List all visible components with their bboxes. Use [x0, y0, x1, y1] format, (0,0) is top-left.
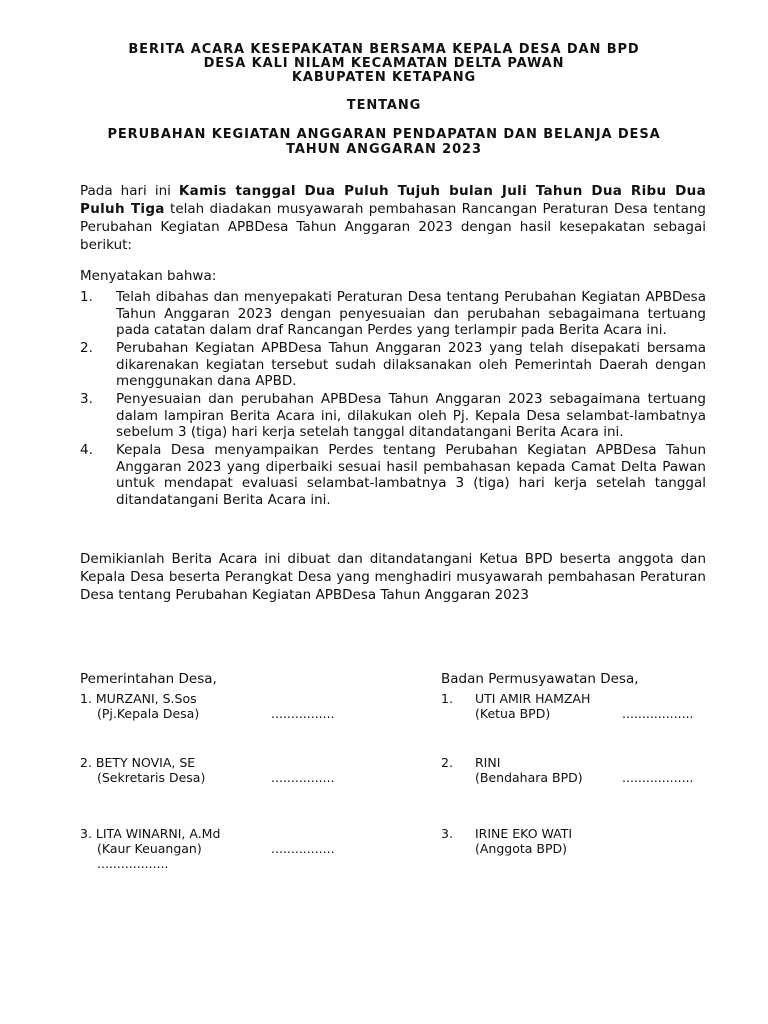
signatory-role: (Bendahara BPD) [475, 770, 583, 785]
signatory-right-1 [441, 691, 731, 723]
point-number: 1. [80, 289, 93, 305]
states-label: Menyatakan bahwa: [80, 268, 217, 284]
signatory-left-2 [80, 755, 380, 787]
signatory-name: 2. BETY NOVIA, SE [80, 755, 196, 770]
intro-suffix: telah diadakan musyawarah pembahasan Rancangan Peraturan Desa tentang Perubahan Kegiatan APBDesa Tahun Anggaran 2023 dengan hasil kesepakatan sebagai berikut: [80, 201, 706, 253]
signature-line: ................ [271, 770, 335, 785]
intro-prefix: Pada hari ini [80, 183, 179, 199]
signatory-role: (Anggota BPD) [475, 841, 568, 856]
signatory-number: 2. [441, 755, 453, 770]
signature-line: ................ [271, 706, 335, 721]
intro-paragraph [80, 182, 706, 254]
intro-date: Kamis tanggal Dua Puluh Tujuh bulan Juli Tahun Dua Ribu Dua Puluh Tiga [80, 183, 706, 217]
signatory-name: UTI AMIR HAMZAH [475, 691, 591, 706]
signatory-left-1 [80, 691, 380, 723]
point-number: 3. [80, 391, 93, 407]
signatory-role: (Ketua BPD) [475, 706, 551, 721]
signatory-name: IRINE EKO WATI [475, 826, 573, 841]
header-title-line2: DESA KALI NILAM KECAMATAN DELTA PAWAN [203, 56, 565, 71]
point-text: Telah dibahas dan menyepakati Peraturan Desa tentang Perubahan Kegiatan APBDesa Tahun Anggaran 2023 dengan penyesuaian dan perubahan sebagaimana tertuang pada catatan dalam draf Rancangan Perdes yang terlampir pada Berita Acara ini. [116, 289, 706, 338]
signatory-number: 3. [441, 826, 453, 841]
signature-heading-government: Pemerintahan Desa, [80, 671, 217, 687]
header-title-line3: KABUPATEN KETAPANG [291, 70, 477, 85]
point-text: Perubahan Kegiatan APBDesa Tahun Anggaran 2023 yang telah disepakati bersama dikarenakan kegiatan tersebut sudah dilaksanakan oleh Pemerintah Daerah dengan menggunakan dana APBD. [116, 340, 706, 389]
signatory-left-3 [80, 826, 380, 876]
list-item [80, 340, 706, 390]
signature-line: .................. [622, 706, 694, 721]
signature-line-extra: .................. [97, 856, 169, 871]
header-title-line1: BERITA ACARA KESEPAKATAN BERSAMA KEPALA DESA DAN BPD [128, 42, 640, 57]
signature-heading-bpd: Badan Permusyawatan Desa, [441, 671, 639, 687]
signature-line: ................ [271, 841, 335, 856]
point-number: 2. [80, 340, 93, 356]
list-item [80, 391, 706, 441]
signatory-name: 1. MURZANI, S.Sos [80, 691, 197, 706]
signatory-role: (Kaur Keuangan) [97, 841, 202, 856]
list-item [80, 289, 706, 339]
point-number: 4. [80, 442, 93, 458]
closing-paragraph: Demikianlah Berita Acara ini dibuat dan ditandatangani Ketua BPD beserta anggota dan Kepala Desa beserta Perangkat Desa yang menghadiri musyawarah pembahasan Peraturan Desa tentang Perubahan Kegiatan APBDesa Tahun Anggaran 2023 [80, 551, 706, 603]
signatory-name: 3. LITA WINARNI, A.Md [80, 826, 221, 841]
point-text: Kepala Desa menyampaikan Perdes tentang Perubahan Kegiatan APBDesa Tahun Anggaran 2023 yang diperbaiki sesuai hasil pembahasan kepada Camat Delta Pawan untuk mendapat evaluasi selambat-lambatnya 3 (tiga) hari kerja setelah tanggal ditandatangani Berita Acara ini. [116, 442, 706, 508]
signatory-right-3 [441, 826, 731, 858]
signature-line: .................. [622, 770, 694, 785]
signatory-right-2 [441, 755, 731, 787]
header-subject-line2: TAHUN ANGGARAN 2023 [286, 142, 482, 157]
header-about: TENTANG [346, 98, 422, 113]
header-subject-line1: PERUBAHAN KEGIATAN ANGGARAN PENDAPATAN DAN BELANJA DESA [107, 127, 661, 142]
points-list [80, 289, 706, 510]
signatory-number: 1. [441, 691, 453, 706]
list-item [80, 442, 706, 508]
signatory-name: RINI [475, 755, 501, 770]
signatory-role: (Sekretaris Desa) [97, 770, 206, 785]
point-text: Penyesuaian dan perubahan APBDesa Tahun Anggaran 2023 sebagaimana tertuang dalam lampiran Berita Acara ini, dilakukan oleh Pj. Kepala Desa selambat-lambatnya sebelum 3 (tiga) hari kerja setelah tanggal ditandatangani Berita Acara ini. [116, 391, 706, 440]
signatory-role: (Pj.Kepala Desa) [97, 706, 200, 721]
